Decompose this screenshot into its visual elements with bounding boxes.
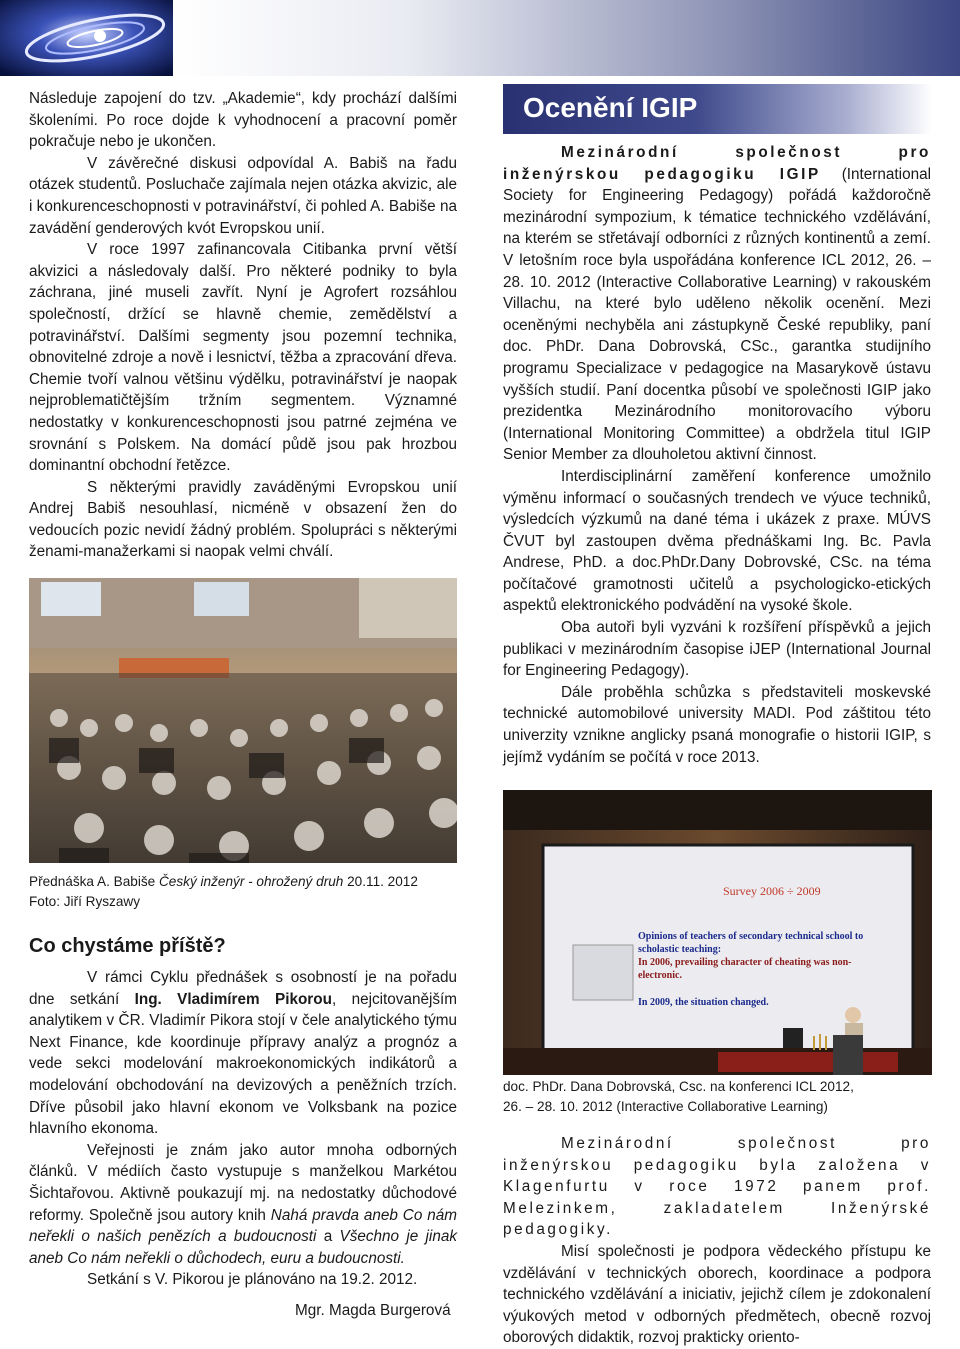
right-article-column — [503, 142, 931, 768]
left-caption-prefix: Přednáška A. Babiše — [29, 874, 159, 889]
next-p2-text-a: Veřejnosti je znám jako autor mnoha odborných článků. V médiích často vystupuje s manželkou Markétou Šichtařovou. Aktivně poukazují mj. na nedostatky důchodové reformy. Společně jsou autory knih — [29, 1141, 457, 1224]
right-p5-text: Mezinárodní společnost pro inženýrskou pedagogiku byla založena v Klagenfurtu v roce 1972 panem prof. Melezinkem, zakladatelem Inženýrské pedagogiky. — [503, 1135, 931, 1239]
left-photo-caption — [29, 872, 418, 912]
right-p1-rest: (International Society for Engineering Pedagogy) pořádá každoročně mezinárodní sympozium, k tématice technického vzdělávání, na kterém se střetávají odborníci z různých kontinentů a zemí. V letošním roce byla uspořádána konference ICL 2012, 26. – 28. 10. 2012 (Interactive Collaborative Learning) v rakouském Villachu, na které bylo uděleno několik ocenění. Mezi oceněnými nechyběla ani zástupkyně České republiky, paní doc. PhDr. Dana Dobrovská, CSc., garantka studijního programu Specializace v pedagogice na Masarykově ústavu vyšších studií. Paní docentka působí ve společnosti IGIP jako prezidentka Mezinárodního monitorovacího výboru (International Monitoring Committee) a obdržela titul IGIP Senior Member za dlouholetou aktivní činnost. — [503, 165, 931, 464]
header-logo-image — [0, 0, 173, 76]
left-paragraph-3: V roce 1997 zafinancovala Citibanka první větší akvizici a následovaly další. Pro některé podniky to byla záchrana, jiné museli zavřít. Nyní je Agrofert rozsáhlou společností, držící se hlavně chemie, zemědělství a potravinářství. Dalšími segmenty jsou pozemní technika, obnovitelné zdroje a nově i lesnictví, těžba a zpracování dřeva. Chemie tvoří valnou většinu výdělku, potravinářství je naopak nejproblematičtějším tržním segmentem. Významné nedostatky v konkurenceschopnosti jsou patrné zejména ve srovnání s Polskem. Na domácí půdě jsou pak hrozbou dominantní obchodní řetězce. — [29, 241, 457, 475]
right-paragraph-6: Misí společnosti je podpora vědeckého přístupu ke vzdělávání v technických oborech, koordinace a podpora technického vzdělávání a iniciativ, jejichž cílem je zdokonalení výukových metod v odborných předmětech, obecně rozvoj oborových didaktik, rozvoj prakticky oriento- — [503, 1242, 931, 1347]
igip-heading: Ocenění IGIP — [523, 92, 698, 123]
right-caption-line-2: 26. – 28. 10. 2012 (Interactive Collaborative Learning) — [503, 1099, 828, 1114]
left-paragraph-2: V závěrečné diskusi odpovídal A. Babiš na řadu otázek studentů. Posluchače zajímala nejen otázka akvizic, ale i konkurenceschopnosti v potravinářství, či pohled A. Babiše na zavádění genderových kvót Evropskou unií. — [29, 154, 457, 237]
lecture-hall-photo — [29, 578, 457, 863]
next-section-column — [29, 967, 457, 1291]
left-caption-line-1 — [29, 872, 418, 892]
left-caption-italic: Český inženýr - ohrožený druh — [158, 874, 344, 889]
left-caption-suffix: 20.11. 2012 — [343, 874, 418, 889]
next-paragraph-2 — [29, 1140, 457, 1270]
next-paragraph-3: Setkání s V. Pikorou je plánováno na 19.2. 2012. — [87, 1271, 418, 1289]
slide-line-2: In 2006, prevailing character of cheating was non-electronic. — [638, 957, 852, 981]
right-paragraph-1 — [503, 142, 931, 466]
right-p1-bold: Mezinárodní společnost pro inženýrskou pedagogiku IGIP — [503, 144, 931, 183]
slide-line-1: Opinions of teachers of secondary technical school to scholastic teaching: — [638, 931, 864, 955]
right-paragraph-2: Interdisciplinární zaměření konference umožnilo výměnu informací o současných trendech ve výuce techniků, výsledcích výzkumů na dané téma i ukázek z praxe. MÚVS ČVUT byl zastoupen dvěma přednáškami Ing. Bc. Pavla Andrese, PhD. a doc.PhDr.Dany Dobrovské, CSc. na téma počítačové gramotnosti učitelů a psychologicko-etických aspektů elektronického podvádění na vysoké škole. — [503, 467, 931, 615]
slide-title: Survey 2006 ÷ 2009 — [723, 884, 821, 898]
right-paragraph-3: Oba autoři byli vyzváni k rozšíření příspěvků a jejich publikaci v mezinárodním časopise iJEP (International Journal for Engineering Pedagogy). — [503, 619, 931, 680]
next-p1-name: Ing. Vladimírem Pikorou — [134, 990, 332, 1008]
next-p1-text-a: V rámci Cyklu přednášek s osobností je na pořadu dne setkání — [29, 969, 457, 1008]
left-paragraph-1: Následuje zapojení do tzv. „Akademie“, kdy prochází dalšími školeními. Po roce dojde k vyhodnocení a pracovní poměr pokračuje nebo je ukončen. — [29, 90, 457, 151]
igip-heading-bar — [503, 84, 932, 134]
right-paragraph-5 — [503, 1133, 931, 1241]
next-section-heading: Co chystáme příště? — [29, 935, 226, 957]
right-caption-line-1: doc. PhDr. Dana Dobrovská, Csc. na konferenci ICL 2012, — [503, 1079, 854, 1094]
conference-photo — [503, 790, 932, 1075]
left-article-column — [29, 88, 457, 563]
next-p2-book-1: Nahá pravda aneb Co nám neřekli o našich penězích a budoucnosti — [29, 1206, 457, 1246]
slide-line-3: In 2009, the situation changed. — [638, 997, 769, 1008]
right-article-column-lower — [503, 1133, 931, 1349]
left-caption-line-2: Foto: Jiří Ryszawy — [29, 894, 141, 909]
left-paragraph-4: S některými pravidly zaváděnými Evropskou unií Andrej Babiš nesouhlasí, nicméně v obsazení žen do vedoucích pozic nevidí žádný problém. Spolupráci s některými ženami-manažerkami si naopak velmi chválí. — [29, 478, 457, 561]
next-p2-text-mid: a — [316, 1228, 340, 1246]
header-gradient-band — [173, 0, 960, 76]
next-p1-text-b: , nejcitovanějším analytikem v ČR. Vladimír Pikora stojí v čele analytického týmu Next Finance, kde koordinuje přípravy analýz a prognóz a vede sekci modelování makroekonomických indikátorů a modelování obchodování na devizových a peněžních trzích. Dříve působil jako hlavní ekonom ve Volksbank na pozice hlavního ekonoma. — [29, 990, 458, 1138]
right-paragraph-4: Dále proběhla schůzka s představiteli moskevské technické automobilové university MADI. Pod záštitou této univerzity vznikne anglicky psaná monografie o historii IGIP, s jejímž vydáním se počítá v roce 2013. — [503, 683, 931, 766]
right-photo-caption — [503, 1077, 854, 1117]
swirl-logo-icon — [0, 0, 173, 76]
author-signature: Mgr. Magda Burgerová — [295, 1302, 451, 1319]
next-p2-book-2: Všechno je jinak aneb Co nám neřekli o důchodech, euru a budoucnosti. — [29, 1228, 457, 1267]
next-paragraph-1 — [29, 967, 457, 1140]
